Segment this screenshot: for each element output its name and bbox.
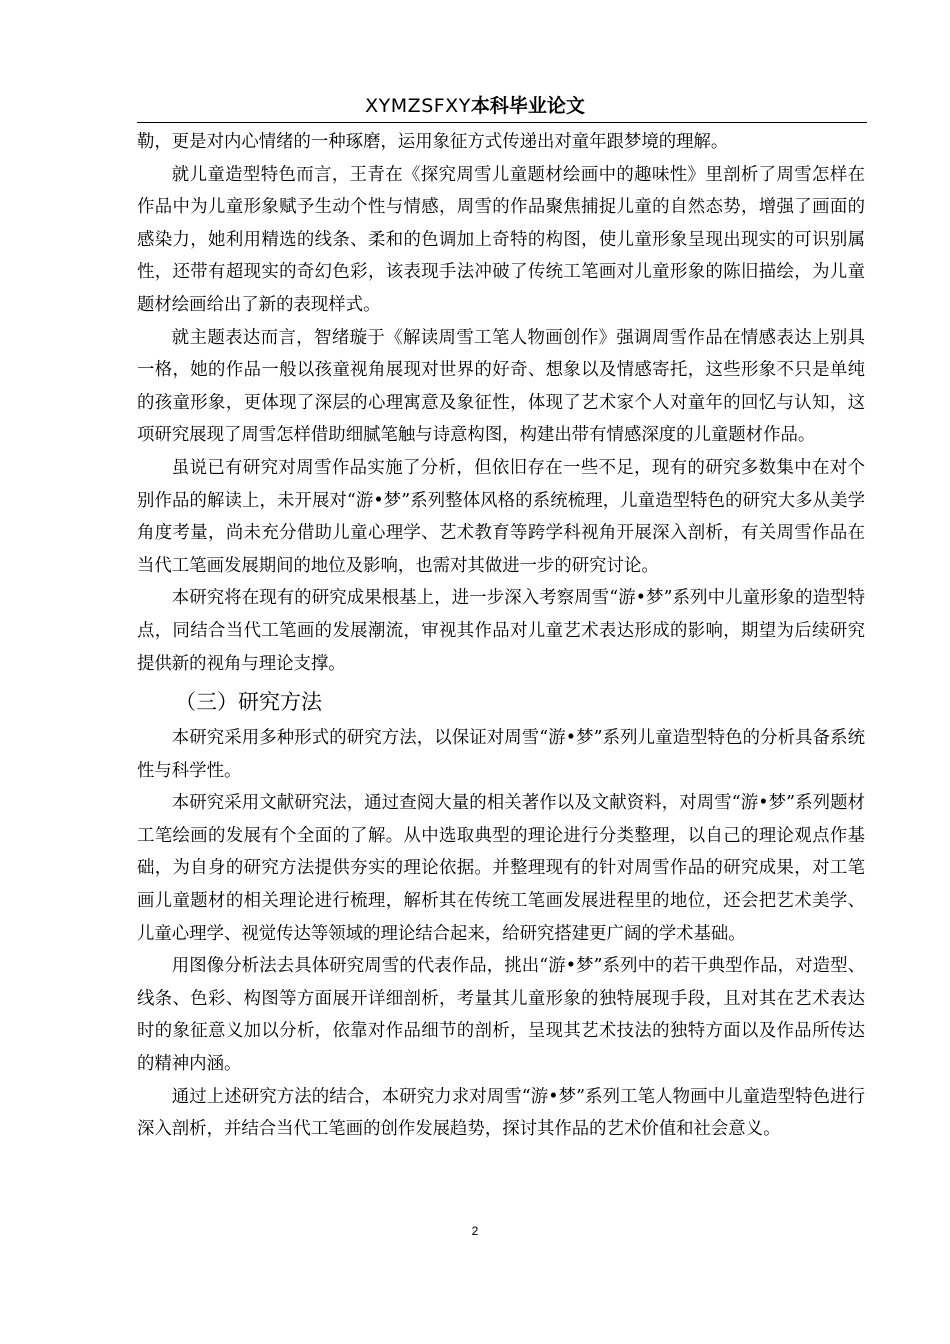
page-header xyxy=(0,93,950,119)
header-code: XYMZSFXY xyxy=(365,95,471,117)
paragraph: 本研究采用多种形式的研究方法，以保证对周雪“游•梦”系列儿童造型特色的分析具备系统性与科学性。 xyxy=(137,728,865,781)
paragraph: 就儿童造型特色而言，王青在《探究周雪儿童题材绘画中的趣味性》里剖析了周雪怎样在作品中为儿童形象赋予生动个性与情感，周雪的作品聚焦捕捉儿童的自然态势，增强了画面的感染力，她利用精选的线条、柔和的色调加上奇特的构图，使儿童形象呈现出现实的可识别属性，还带有超现实的奇幻色彩，该表现手法冲破了传统工笔画对儿童形象的陈旧描绘，为儿童题材绘画给出了新的表现样式。 xyxy=(137,164,865,315)
document-body xyxy=(137,126,865,1146)
paragraph: 本研究采用文献研究法，通过查阅大量的相关著作以及文献资料，对周雪“游•梦”系列题材工笔绘画的发展有个全面的了解。从中选取典型的理论进行分类整理，以自己的理论观点作基础，为自身的研究方法提供夯实的理论依据。并整理现有的针对周雪作品的研究成果，对工笔画儿童题材的相关理论进行梳理，解析其在传统工笔画发展进程里的地位，还会把艺术美学、儿童心理学、视觉传达等领域的理论结合起来，给研究搭建更广阔的学术基础。 xyxy=(137,793,865,944)
paragraph: 用图像分析法去具体研究周雪的代表作品，挑出“游•梦”系列中的若干典型作品，对造型、线条、色彩、构图等方面展开详细剖析，考量其儿童形象的独特展现手段，且对其在艺术表达时的象征意义加以分析，依靠对作品细节的剖析，呈现其艺术技法的独特方面以及作品所传达的精神内涵。 xyxy=(137,956,865,1075)
header-rule xyxy=(137,122,867,123)
header-title: 本科毕业论文 xyxy=(470,95,585,117)
paragraph: 通过上述研究方法的结合，本研究力求对周雪“游•梦”系列工笔人物画中儿童造型特色进行深入剖析，并结合当代工笔画的创作发展趋势，探讨其作品的艺术价值和社会意义。 xyxy=(137,1086,865,1140)
paragraph: 就主题表达而言，智绪璇于《解读周雪工笔人物画创作》强调周雪作品在情感表达上别具一格，她的作品一般以孩童视角展现对世界的好奇、想象以及情感寄托，这些形象不只是单纯的孩童形象，更体现了深层的心理寓意及象征性，体现了艺术家个人对童年的回忆与认知，这项研究展现了周雪怎样借助细腻笔触与诗意构图，构建出带有情感深度的儿童题材作品。 xyxy=(137,327,865,446)
paragraph-continued: 勒，更是对内心情绪的一种琢磨，运用象征方式传递出对童年跟梦境的理解。 xyxy=(137,132,729,152)
section-heading: （三）研究方法 xyxy=(175,690,322,715)
page-number: 2 xyxy=(471,1224,479,1238)
paragraph: 虽说已有研究对周雪作品实施了分析，但依旧存在一些不足，现有的研究多数集中在对个别作品的解读上，未开展对“游•梦”系列整体风格的系统梳理，儿童造型特色的研究大多从美学角度考量，尚未充分借助儿童心理学、艺术教育等跨学科视角开展深入剖析，有关周雪作品在当代工笔画发展期间的地位及影响，也需对其做进一步的研究讨论。 xyxy=(137,457,865,576)
paragraph: 本研究将在现有的研究成果根基上，进一步深入考察周雪“游•梦”系列中儿童形象的造型特点，同结合当代工笔画的发展潮流，审视其作品对儿童艺术表达形成的影响，期望为后续研究提供新的视角与理论支撑。 xyxy=(137,588,865,674)
